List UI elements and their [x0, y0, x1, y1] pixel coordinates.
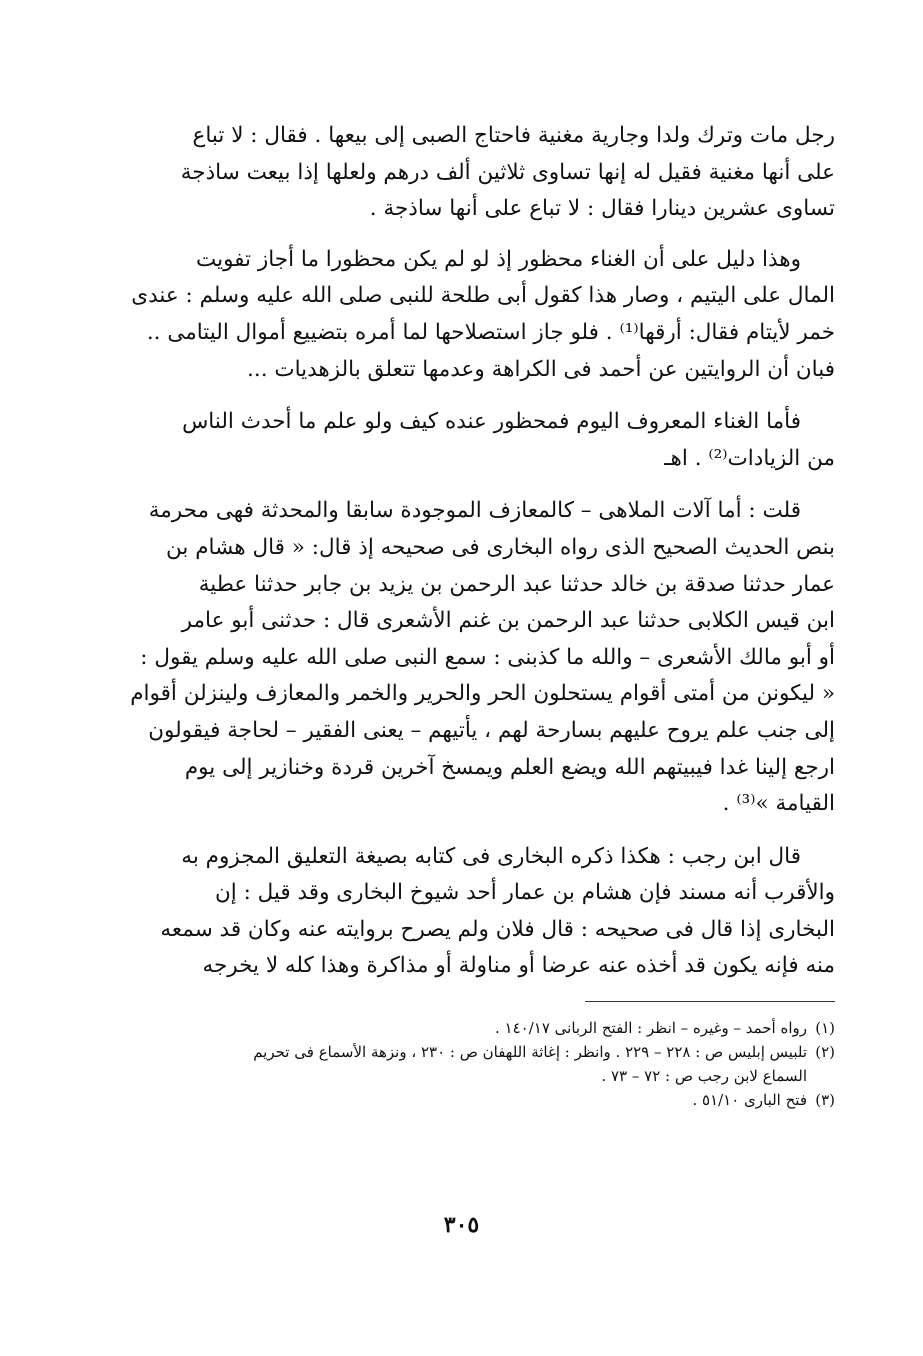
- paragraph-2: [130, 242, 835, 388]
- text-line: على أنها مغنية فقيل له إنها تساوى ثلاثين ألف درهم ولعلها إذا بيعت ساذجة: [180, 159, 835, 185]
- text-line: ابن قيس الكلابى حدثنا عبد الرحمن بن غنم الأشعرى قال : حدثنى أبو عامر: [181, 608, 835, 634]
- text-line: فبان أن الروايتين عن أحمد فى الكراهة وعدمها تتعلق بالزهديات ...: [247, 356, 835, 382]
- text-line: رجل مات وترك ولدا وجارية مغنية فاحتاج الصبى إلى بيعها . فقال : لا تباع: [192, 123, 835, 148]
- text-line: من الزيادات⁽²⁾ . اهـ: [664, 445, 835, 471]
- paragraph-3: [130, 404, 835, 477]
- text-line: القيامة »⁽³⁾ .: [722, 791, 835, 817]
- text-line: تساوى عشرين دينارا فقال : لا تباع على أنها ساذجة .: [369, 196, 835, 222]
- text-line: قلت : أما آلات الملاهى – كالمعازف الموجودة سابقا والمحدثة فهى محرمة: [148, 498, 801, 524]
- footnote-divider: [585, 1001, 835, 1002]
- footnote-3: [130, 1088, 835, 1112]
- footnote-2: [130, 1040, 835, 1088]
- footnote-text: السماع لابن رجب ص : ٧٢ – ٧٣ .: [601, 1067, 807, 1086]
- footnotes: [130, 1016, 835, 1112]
- text-line: والأقرب أنه مسند فإن هشام بن عمار أحد شيوخ البخارى وقد قيل : إن: [214, 880, 835, 906]
- text-line: خمر لأيتام فقال: أرقها⁽¹⁾ . فلو جاز استصلاحها لما أمره بتضييع أموال اليتامى ..: [146, 319, 835, 345]
- footnote-text: فتح البارى ٥١/١٠ .: [692, 1091, 807, 1110]
- footnote-number: (٣): [815, 1091, 835, 1110]
- footnote-number: (١): [815, 1019, 835, 1038]
- text-line: بنص الحديث الصحيح الذى رواه البخارى فى صحيحه إذ قال: « قال هشام بن: [166, 534, 835, 560]
- text-line: وهذا دليل على أن الغناء محظور إذ لو لم يكن محظورا ما أجاز تفويت: [195, 246, 801, 272]
- page-number: ٣٠٥: [443, 1212, 480, 1238]
- text-line: المال على اليتيم ، وصار هذا كقول أبى طلحة للنبى صلى الله عليه وسلم : عندى: [131, 283, 835, 309]
- paragraph-4: [130, 493, 835, 822]
- text-line: البخارى إذا قال فى صحيحه : قال فلان ولم يصرح بروايته عنه وكان قد سمعه: [160, 916, 835, 942]
- footnote-1: [130, 1016, 835, 1040]
- footnote-text: رواه أحمد – وغيره – انظر : الفتح الربانى ١٤٠/١٧ .: [495, 1019, 807, 1038]
- text-line: ارجع إلينا غدا فيبيتهم الله ويضع العلم ويمسخ آخرين قردة وخنازير إلى يوم: [184, 754, 835, 780]
- text-line: منه فإنه يكون قد أخذه عنه عرضا أو مناولة أو مذاكرة وهذا كله لا يخرجه: [202, 953, 835, 979]
- text-line: « ليكونن من أمتى أقوام يستحلون الحر والحرير والخمر والمعازف ولينزلن أقوام: [130, 681, 835, 707]
- footnote-text: تلبيس إبليس ص : ٢٢٨ – ٢٢٩ . وانظر : إغاثة اللهفان ص : ٢٣٠ ، ونزهة الأسماع فى تحريم: [253, 1043, 807, 1062]
- paragraph-1: [130, 118, 835, 228]
- footnote-number: (٢): [815, 1043, 835, 1062]
- text-line: إلى جنب علم يروح عليهم بسارحة لهم ، يأتيهم – يعنى الفقير – لحاجة فيقولون: [148, 717, 835, 743]
- text-line: قال ابن رجب : هكذا ذكره البخارى فى كتابه بصيغة التعليق المجزوم به: [181, 843, 801, 869]
- text-line: عمار حدثنا صدقة بن خالد حدثنا عبد الرحمن بن يزيد بن جابر حدثنا عطية: [198, 571, 835, 597]
- text-line: أو أبو مالك الأشعرى – والله ما كذبنى : سمع النبى صلى الله عليه وسلم يقول :: [140, 644, 835, 670]
- paragraph-5: [130, 839, 835, 985]
- text-line: فأما الغناء المعروف اليوم فمحظور عنده كيف ولو علم ما أحدث الناس: [182, 409, 801, 435]
